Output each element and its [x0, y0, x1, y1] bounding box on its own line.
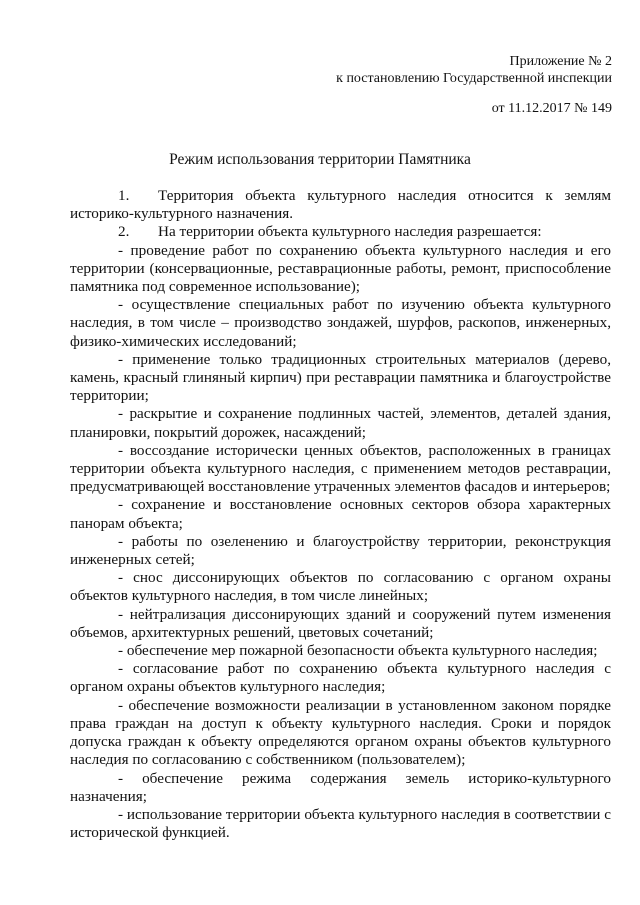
document-body	[70, 187, 611, 842]
list-item: - раскрытие и сохранение подлинных частей, элементов, деталей здания, планировки, покрытий дорожек, насаждений;	[70, 405, 611, 441]
paragraph-2-number: 2.	[118, 223, 130, 241]
paragraph-1-number: 1.	[118, 187, 130, 204]
appendix-number: Приложение № 2	[509, 54, 612, 69]
document-title: Режим использования территории Памятника	[169, 151, 471, 168]
list-item: - согласование работ по сохранению объекта культурного наследия с органом охраны объектов культурного наследия;	[70, 660, 611, 696]
paragraph-1-text: Территория объекта культурного наследия относится к землям историко-культурного назначения.	[70, 187, 611, 223]
list-item: - применение только традиционных строительных материалов (дерево, камень, красный глиняный кирпич) при реставрации памятника и благоустройстве территории;	[70, 350, 611, 405]
list-item: - обеспечение возможности реализации в установленном законом порядке права граждан на доступ к объекту культурного наследия. Сроки и порядок допуска граждан к объекту определяются органом охраны объектов культурного наследия по согласованию с собственником (пользователем);	[70, 696, 611, 769]
paragraph-2	[70, 223, 611, 241]
paragraph-2-text: На территории объекта культурного наследия разрешается:	[158, 223, 542, 241]
appendix-reference: к постановлению Государственной инспекции	[336, 71, 612, 86]
list-item: - обеспечение мер пожарной безопасности объекта культурного наследия;	[118, 642, 598, 660]
list-item: - воссоздание исторически ценных объектов, расположенных в границах территории объекта культурного наследия, с применением методов реставрации, предусматривающей восстановление утраченных элементов фасадов и интерьеров;	[70, 441, 611, 496]
list-item: - нейтрализация диссонирующих зданий и сооружений путем изменения объемов, архитектурных решений, цветовых сочетаний;	[70, 605, 611, 641]
list-item: - использование территории объекта культурного наследия в соответствии с исторической функцией.	[70, 805, 611, 842]
paragraph-1	[70, 187, 611, 223]
list-item: - проведение работ по сохранению объекта культурного наследия и его территории (консервационные, реставрационные работы, ремонт, приспособление памятника под современное использование);	[70, 241, 611, 296]
list-item: - работы по озеленению и благоустройству территории, реконструкция инженерных сетей;	[70, 532, 611, 569]
list-item: - сохранение и восстановление основных секторов обзора характерных панорам объекта;	[70, 496, 611, 532]
list-item: - снос диссонирующих объектов по согласованию с органом охраны объектов культурного наследия, в том числе линейных;	[70, 569, 611, 605]
list-item: - обеспечение режима содержания земель историко-культурного назначения;	[70, 769, 611, 805]
appendix-date: от 11.12.2017 № 149	[491, 101, 612, 116]
list-item: - осуществление специальных работ по изучению объекта культурного наследия, в том числе – производство зондажей, шурфов, раскопов, инженерных, физико-химических исследований;	[70, 296, 611, 350]
appendix-header	[336, 53, 612, 87]
